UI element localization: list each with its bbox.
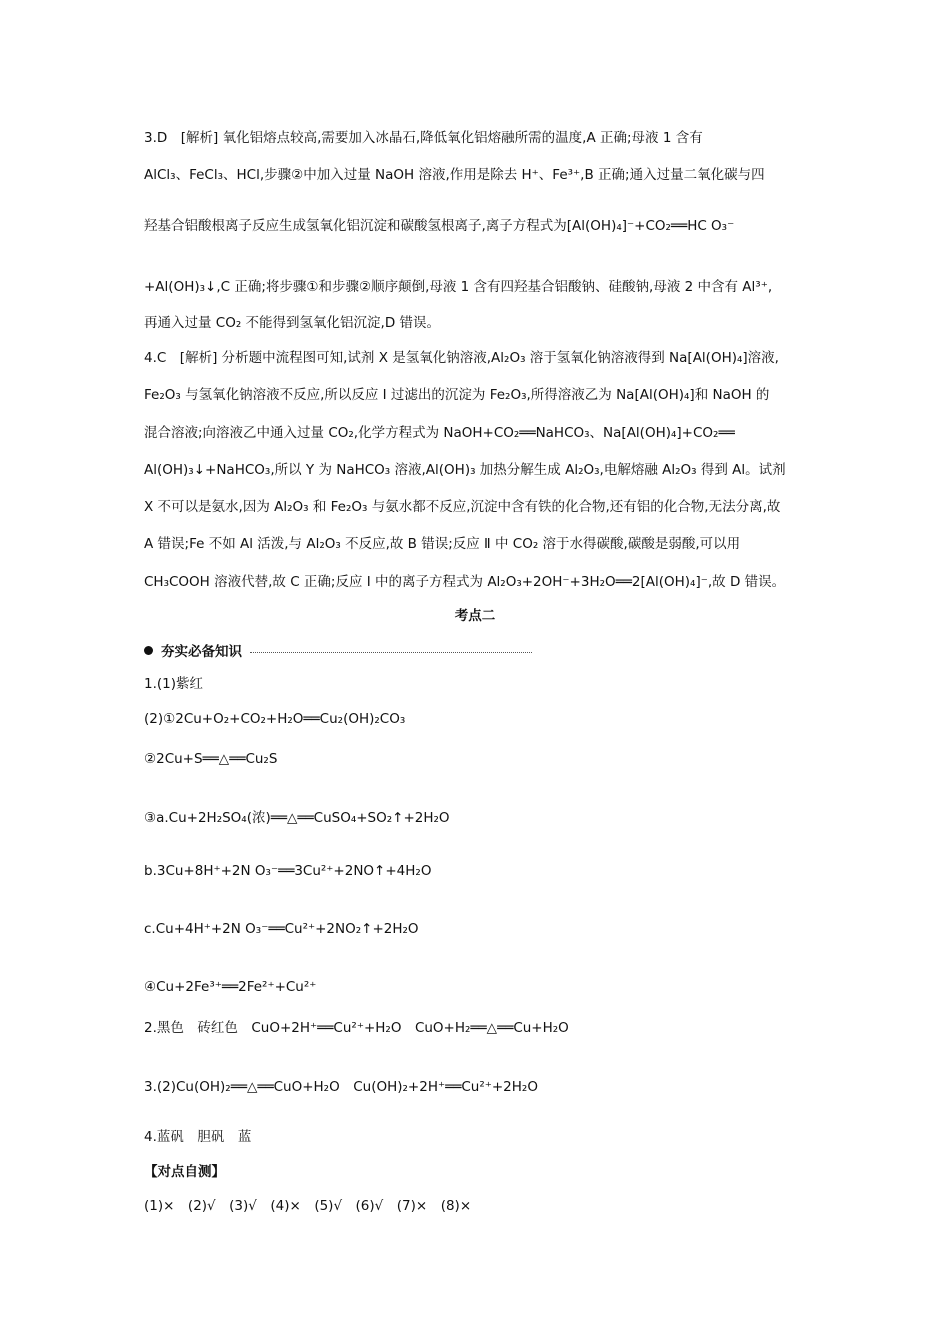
knowledge-line-6: c.Cu+4H⁺+2N O₃⁻══Cu²⁺+2NO₂↑+2H₂O <box>144 921 419 937</box>
answer-4-line-4: Al(OH)₃↓+NaHCO₃,所以 Y 为 NaHCO₃ 溶液,Al(OH)₃ 加热分解生成 Al₂O₃,电解熔融 Al₂O₃ 得到 Al。试剂 <box>144 462 786 478</box>
knowledge-line-4: ③a.Cu+2H₂SO₄(浓)══△══CuSO₄+SO₂↑+2H₂O <box>144 810 450 826</box>
answer-4-line-6: A 错误;Fe 不如 Al 活泼,与 Al₂O₃ 不反应,故 B 错误;反应 Ⅱ 中 CO₂ 溶于水得碳酸,碳酸是弱酸,可以用 <box>144 536 741 552</box>
answer-4-line-1: 4.C [解析] 分析题中流程图可知,试剂 X 是氢氧化钠溶液,Al₂O₃ 溶于氢氧化钠溶液得到 Na[Al(OH)₄]溶液, <box>144 350 779 366</box>
knowledge-line-3: ②2Cu+S══△══Cu₂S <box>144 751 278 767</box>
answer-3-line-3: 羟基合铝酸根离子反应生成氢氧化铝沉淀和碳酸氢根离子,离子方程式为[Al(OH)₄]⁻+CO₂══HC O₃⁻ <box>144 218 735 234</box>
answer-3-line-2: AlCl₃、FeCl₃、HCl,步骤②中加入过量 NaOH 溶液,作用是除去 H⁺、Fe³⁺,B 正确;通入过量二氧化碳与四 <box>144 167 765 183</box>
section-title: 考点二 <box>454 608 496 624</box>
answer-4-line-2: Fe₂O₃ 与氢氧化钠溶液不反应,所以反应 Ⅰ 过滤出的沉淀为 Fe₂O₃,所得溶液乙为 Na[Al(OH)₄]和 NaOH 的 <box>144 387 770 403</box>
answer-4-line-3: 混合溶液;向溶液乙中通入过量 CO₂,化学方程式为 NaOH+CO₂══NaHCO₃、Na[Al(OH)₄]+CO₂══ <box>144 425 735 441</box>
answer-3-line-5: 再通入过量 CO₂ 不能得到氢氧化铝沉淀,D 错误。 <box>144 315 441 331</box>
selftest-heading: 【对点自测】 <box>144 1164 225 1180</box>
knowledge-line-8: 2.黑色 砖红色 CuO+2H⁺══Cu²⁺+H₂O CuO+H₂══△══Cu+H₂O <box>144 1020 569 1036</box>
selftest-answers: (1)× (2)√ (3)√ (4)× (5)√ (6)√ (7)× (8)× <box>144 1198 472 1214</box>
answer-3-line-4: +Al(OH)₃↓,C 正确;将步骤①和步骤②顺序颠倒,母液 1 含有四羟基合铝酸钠、硅酸钠,母液 2 中含有 Al³⁺, <box>144 279 773 295</box>
knowledge-line-5: b.3Cu+8H⁺+2N O₃⁻══3Cu²⁺+2NO↑+4H₂O <box>144 863 432 879</box>
knowledge-line-9: 3.(2)Cu(OH)₂══△══CuO+H₂O Cu(OH)₂+2H⁺══Cu²⁺+2H₂O <box>144 1079 538 1095</box>
dotted-divider <box>250 652 532 653</box>
answer-4-line-5: X 不可以是氨水,因为 Al₂O₃ 和 Fe₂O₃ 与氨水都不反应,沉淀中含有铁的化合物,还有铝的化合物,无法分离,故 <box>144 499 781 515</box>
knowledge-line-10: 4.蓝矾 胆矾 蓝 <box>144 1129 252 1145</box>
knowledge-line-1: 1.(1)紫红 <box>144 676 204 692</box>
answer-3-line-1: 3.D [解析] 氧化铝熔点较高,需要加入冰晶石,降低氧化铝熔融所需的温度,A 正确;母液 1 含有 <box>144 130 703 146</box>
bullet-icon <box>144 646 153 655</box>
knowledge-line-7: ④Cu+2Fe³⁺══2Fe²⁺+Cu²⁺ <box>144 979 317 995</box>
answer-4-line-7: CH₃COOH 溶液代替,故 C 正确;反应 Ⅰ 中的离子方程式为 Al₂O₃+2OH⁻+3H₂O══2[Al(OH)₄]⁻,故 D 错误。 <box>144 574 786 590</box>
knowledge-line-2: (2)①2Cu+O₂+CO₂+H₂O══Cu₂(OH)₂CO₃ <box>144 711 406 727</box>
subheading-text: 夯实必备知识 <box>161 644 242 660</box>
